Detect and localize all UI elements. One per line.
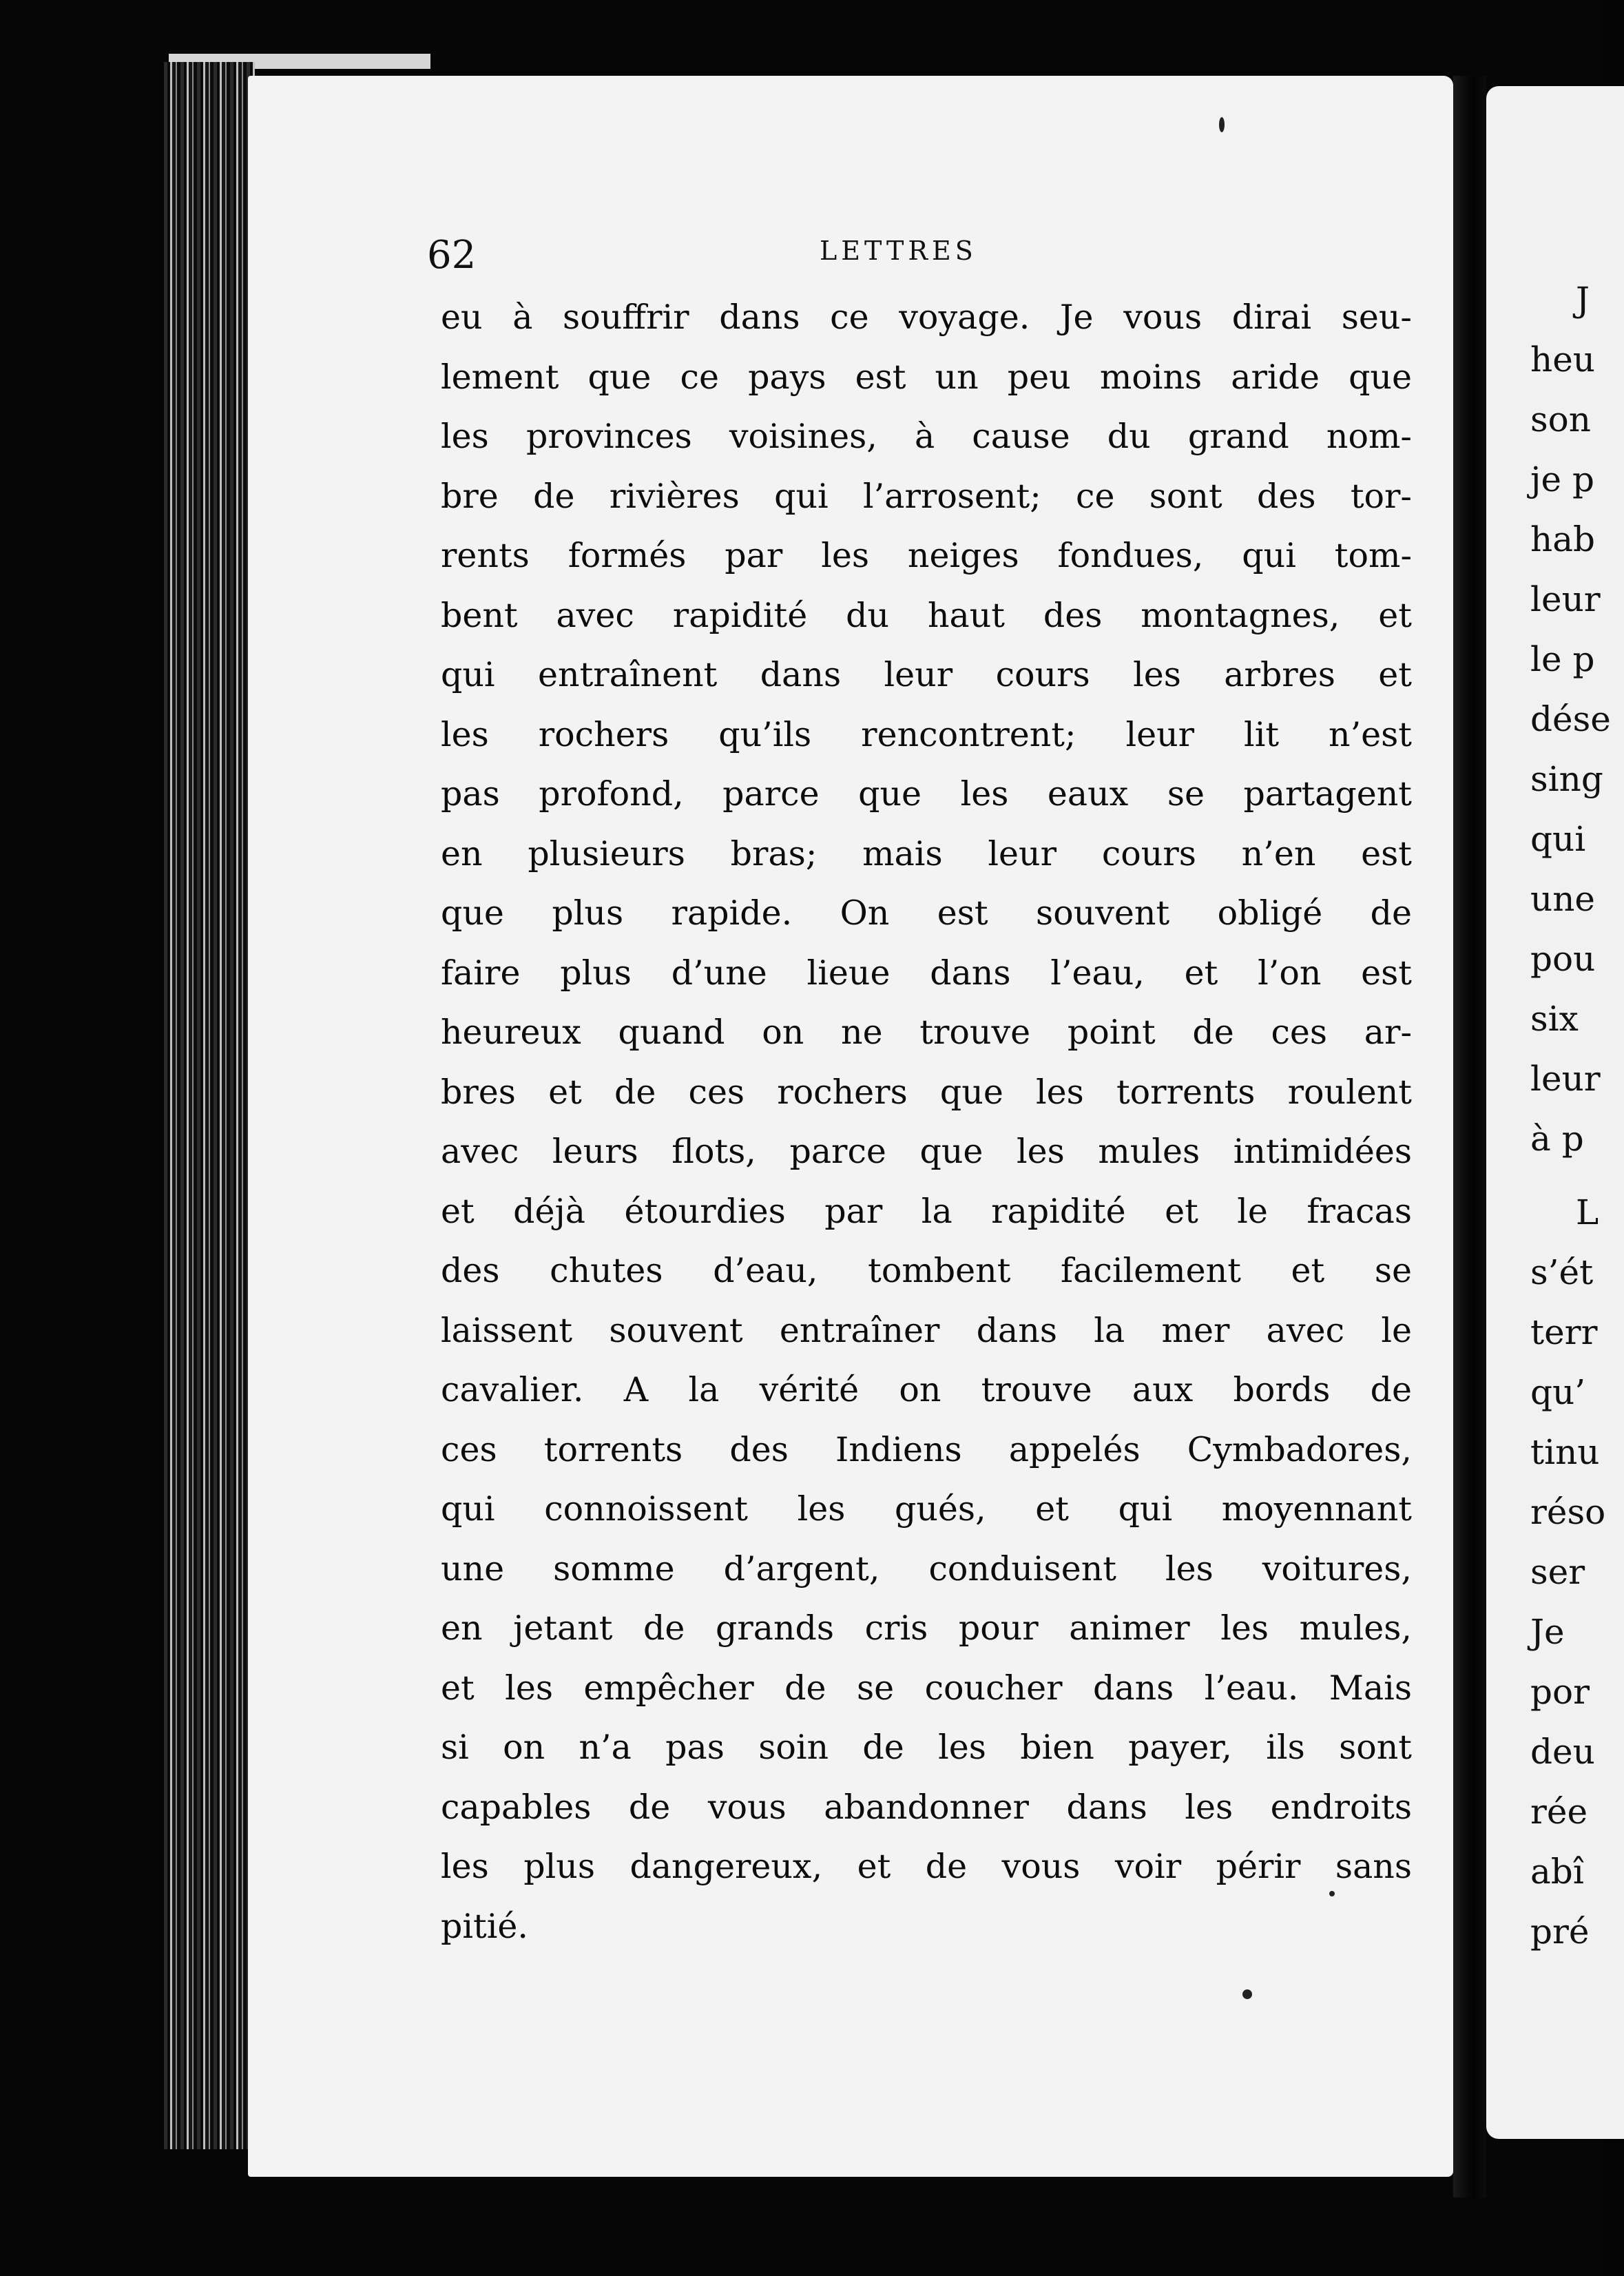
text-line: que plus rapide. On est souvent obligé de (441, 893, 1412, 933)
text-line: faire plus d’une lieue dans l’eau, et l’on est (441, 953, 1412, 993)
text-line: laissent souvent entraîner dans la mer avec le (441, 1310, 1412, 1350)
facing-line-fragment: son (1530, 400, 1591, 439)
book-gutter (1453, 76, 1486, 2197)
ink-speck (1329, 1891, 1335, 1896)
text-line: bre de rivières qui l’arrosent; ce sont des tor- (441, 476, 1412, 516)
text-line: si on n’a pas soin de les bien payer, ils sont (441, 1728, 1412, 1767)
text-line: pas profond, parce que les eaux se partagent (441, 774, 1412, 814)
text-line: lement que ce pays est un peu moins aride que (441, 357, 1412, 397)
facing-line-fragment: L (1576, 1192, 1599, 1232)
facing-line-fragment: une (1530, 879, 1595, 919)
text-line: ces torrents des Indiens appelés Cymbadores, (441, 1429, 1412, 1469)
facing-line-fragment: rée (1530, 1792, 1588, 1832)
facing-line-fragment: por (1530, 1672, 1590, 1712)
facing-line-fragment: deu (1530, 1732, 1595, 1772)
text-line: les rochers qu’ils rencontrent; leur lit n’est (441, 714, 1412, 754)
facing-line-fragment: hab (1530, 519, 1596, 559)
facing-line-fragment: sing (1530, 759, 1603, 799)
facing-line-fragment: tinu (1530, 1432, 1600, 1472)
facing-line-fragment: Je (1530, 1612, 1565, 1652)
text-line: cavalier. A la vérité on trouve aux bords de (441, 1370, 1412, 1409)
facing-line-fragment: leur (1530, 1059, 1601, 1099)
page-edges (164, 62, 255, 2149)
facing-line-fragment: heu (1530, 340, 1595, 380)
text-line: bres et de ces rochers que les torrents roulent (441, 1072, 1412, 1112)
facing-line-fragment: réso (1530, 1492, 1606, 1532)
facing-line-fragment: je p (1530, 459, 1594, 499)
text-line: en jetant de grands cris pour animer les mules, (441, 1608, 1412, 1648)
facing-line-fragment: abî (1530, 1852, 1584, 1892)
text-line: en plusieurs bras; mais leur cours n’en est (441, 834, 1412, 873)
text-line: bent avec rapidité du haut des montagnes, et (441, 595, 1412, 635)
ink-speck (1242, 1989, 1252, 1999)
text-line: et déjà étourdies par la rapidité et le fracas (441, 1191, 1412, 1231)
text-line: avec leurs flots, parce que les mules intimidées (441, 1132, 1412, 1171)
body-text (441, 288, 1412, 1956)
facing-line-fragment: qu’ (1530, 1372, 1586, 1412)
text-line: capables de vous abandonner dans les endroits (441, 1787, 1412, 1827)
facing-line-fragment: terr (1530, 1312, 1598, 1352)
text-line: et les empêcher de se coucher dans l’eau. Mais (441, 1668, 1412, 1708)
facing-line-fragment: ser (1530, 1552, 1585, 1592)
text-line: eu à souffrir dans ce voyage. Je vous dirai seu- (441, 298, 1412, 337)
facing-line-fragment: s’ét (1530, 1252, 1594, 1292)
facing-line-fragment: six (1530, 999, 1579, 1039)
text-line: qui connoissent les gués, et qui moyennant (441, 1489, 1412, 1529)
facing-line-fragment: qui (1530, 819, 1586, 859)
text-line: qui entraînent dans leur cours les arbres et (441, 655, 1412, 694)
text-line: des chutes d’eau, tombent facilement et se (441, 1251, 1412, 1290)
facing-line-fragment: à p (1530, 1119, 1584, 1159)
text-line: pitié. (441, 1906, 528, 1946)
facing-line-fragment: leur (1530, 579, 1601, 619)
facing-line-fragment: J (1576, 280, 1590, 320)
page-number: 62 (427, 233, 477, 278)
ink-speck (1219, 117, 1225, 132)
text-line: les provinces voisines, à cause du grand nom- (441, 417, 1412, 456)
running-head: LETTRES (820, 236, 977, 266)
facing-line-fragment: pou (1530, 939, 1596, 979)
facing-line-fragment: dése (1530, 699, 1611, 739)
text-line: une somme d’argent, conduisent les voitures, (441, 1549, 1412, 1589)
text-line: heureux quand on ne trouve point de ces ar- (441, 1013, 1412, 1052)
facing-line-fragment: le p (1530, 639, 1595, 679)
text-line: les plus dangereux, et de vous voir périr sans (441, 1847, 1412, 1886)
facing-line-fragment: pré (1530, 1912, 1590, 1952)
text-line: rents formés par les neiges fondues, qui tom- (441, 536, 1412, 575)
